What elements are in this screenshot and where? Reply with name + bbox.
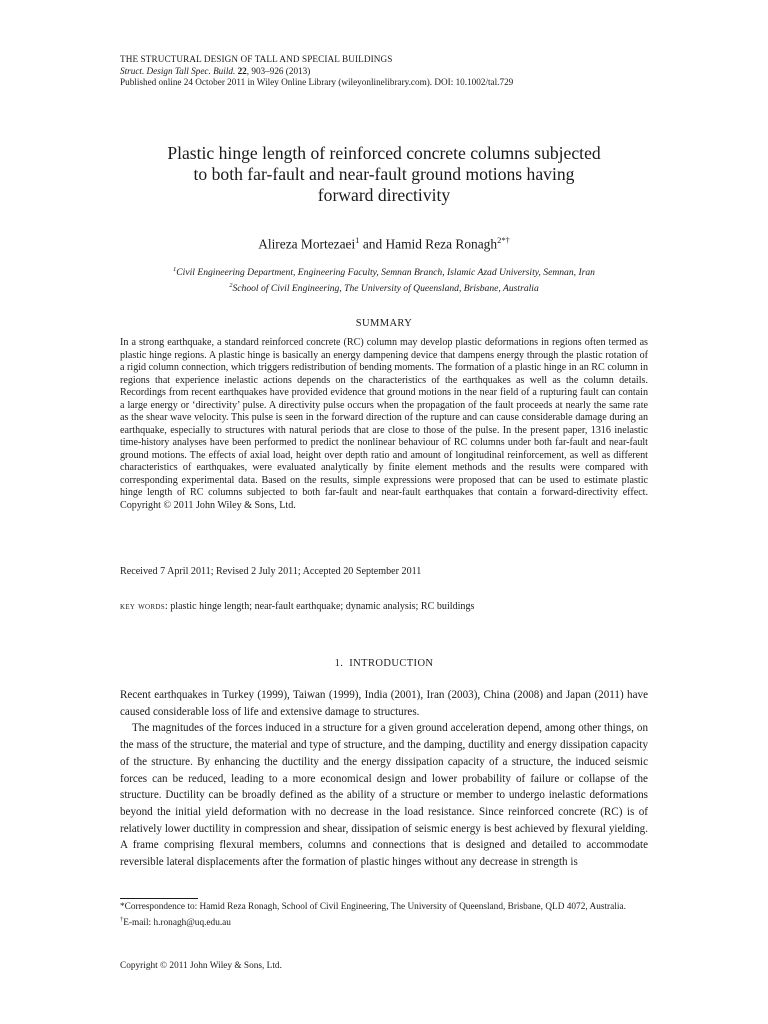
author-affil-marker: 1 <box>355 235 360 245</box>
affiliations <box>120 263 648 295</box>
email-footnote <box>120 914 648 930</box>
citation-volume: 22 <box>237 65 247 76</box>
page-copyright: Copyright © 2011 John Wiley & Sons, Ltd. <box>120 961 282 971</box>
citation-pages: , 903–926 (2013) <box>246 65 311 76</box>
keywords-label: key words <box>120 601 165 612</box>
author-affil-marker: 2*† <box>497 235 510 245</box>
author-name: Hamid Reza Ronagh <box>385 236 498 252</box>
citation-journal: Struct. Design Tall Spec. Build. <box>120 65 236 76</box>
citation <box>120 66 513 78</box>
affiliation-marker: 2 <box>229 282 233 290</box>
affiliation-text: Civil Engineering Department, Engineering Faculty, Semnan Branch, Islamic Azad University, Semnan, Iran <box>176 267 595 279</box>
summary-heading: SUMMARY <box>355 318 413 329</box>
body-paragraph: The magnitudes of the forces induced in a structure for a given ground acceleration depend, among other things, on the mass of the structure, the material and type of structure, and the damping, ductility and energy dissipation capacity of the structure. By enhancing the ductility and the energy dissipation capacity of a structure, the induced seismic forces can be reduced, leading to a more economical design and lower probability of failure or collapse of the structure. Ductility can be broadly defined as the ability of a structure or member to undergo inelastic deformations beyond the initial yield deformation with no decrease in the load resistance. Since reinforced concrete (RC) is of relatively lower ductility in compression and shear, dissipation of seismic energy is best achieved by flexural yielding. A frame comprising flexural members, columns and connections that is designed and detailed to accommodate reversible lateral displacements after the formation of plastic hinges without any decrease in strength is <box>120 722 648 869</box>
affiliation-marker: 1 <box>173 266 177 273</box>
title-line: Plastic hinge length of reinforced concrete columns subjected <box>167 143 601 163</box>
title-line: to both far-fault and near-fault ground motions having <box>193 164 575 184</box>
keywords-text: plastic hinge length; near-fault earthquake; dynamic analysis; RC buildings <box>167 601 475 612</box>
keywords <box>120 601 474 612</box>
footnotes <box>120 902 648 929</box>
title-line: forward directivity <box>317 185 451 205</box>
introduction-body <box>120 687 648 871</box>
affiliation <box>120 279 648 295</box>
author-list <box>120 235 648 252</box>
keywords-colon: : <box>164 601 168 612</box>
publication-line: Published online 24 October 2011 in Wiley Online Library (wileyonlinelibrary.com). DOI: 10.1002/tal.729 <box>120 77 514 87</box>
footnote-rule <box>120 898 198 899</box>
received-dates: Received 7 April 2011; Revised 2 July 2011; Accepted 20 September 2011 <box>120 566 422 577</box>
body-paragraph: Recent earthquakes in Turkey (1999), Taiwan (1999), India (2001), Iran (2003), China (2008) and Japan (2011) have caused considerable loss of life and extensive damage to structures. <box>120 689 648 718</box>
journal-name: THE STRUCTURAL DESIGN OF TALL AND SPECIAL BUILDINGS <box>120 54 393 64</box>
author-conjunction: and <box>359 236 386 252</box>
affiliation-text: School of Civil Engineering, The University of Queensland, Brisbane, Australia <box>232 283 539 295</box>
author-name: Alireza Mortezaei <box>258 236 356 252</box>
journal-header <box>120 54 513 89</box>
email-marker: † <box>120 915 124 923</box>
email-text: E-mail: h.ronagh@uq.edu.au <box>123 917 231 928</box>
affiliation <box>120 263 648 279</box>
abstract-text: In a strong earthquake, a standard reinforced concrete (RC) column may develop plastic deformations in regions often termed as plastic hinge regions. A plastic hinge is basically an energy dampening device that dampens energy through the plastic rotation of a rigid column connection, which triggers redistribution of bending moments. The formation of a plastic hinge in an RC column in regions that experience inelastic actions depends on the characteristics of the earthquakes as well as the column details. Recordings from recent earthquakes have provided evidence that ground motions in the near field of a rupturing fault can contain a large energy or ‘directivity’ pulse. A directivity pulse occurs when the propagation of the fault proceeds at nearly the same rate as the shear wave velocity. This pulse is seen in the forward direction of the rupture and can cause considerable damage during an earthquake, especially to structures with natural periods that are close to those of the pulse. In the present paper, 1316 inelastic time-history analyses have been performed to predict the nonlinear behaviour of RC columns under both far-fault and near-fault ground motions. The effects of axial load, height over depth ratio and amount of longitudinal reinforcement, as well as different characteristics of earthquakes, were evaluated analytically by finite element methods and the results were compared with corresponding experimental data. Based on the results, simple expressions were proposed that can be used to estimate plastic hinge length of RC columns subjected to both far-fault and near-fault earthquakes that contain a forward-directivity effect. Copyright © 2011 John Wiley & Sons, Ltd. <box>120 337 648 511</box>
correspondence-footnote: *Correspondence to: Hamid Reza Ronagh, School of Civil Engineering, The University of Queensland, Brisbane, QLD 4072, Australia. <box>120 902 626 912</box>
paper-title <box>120 143 648 206</box>
introduction-heading: 1. INTRODUCTION <box>334 658 434 669</box>
